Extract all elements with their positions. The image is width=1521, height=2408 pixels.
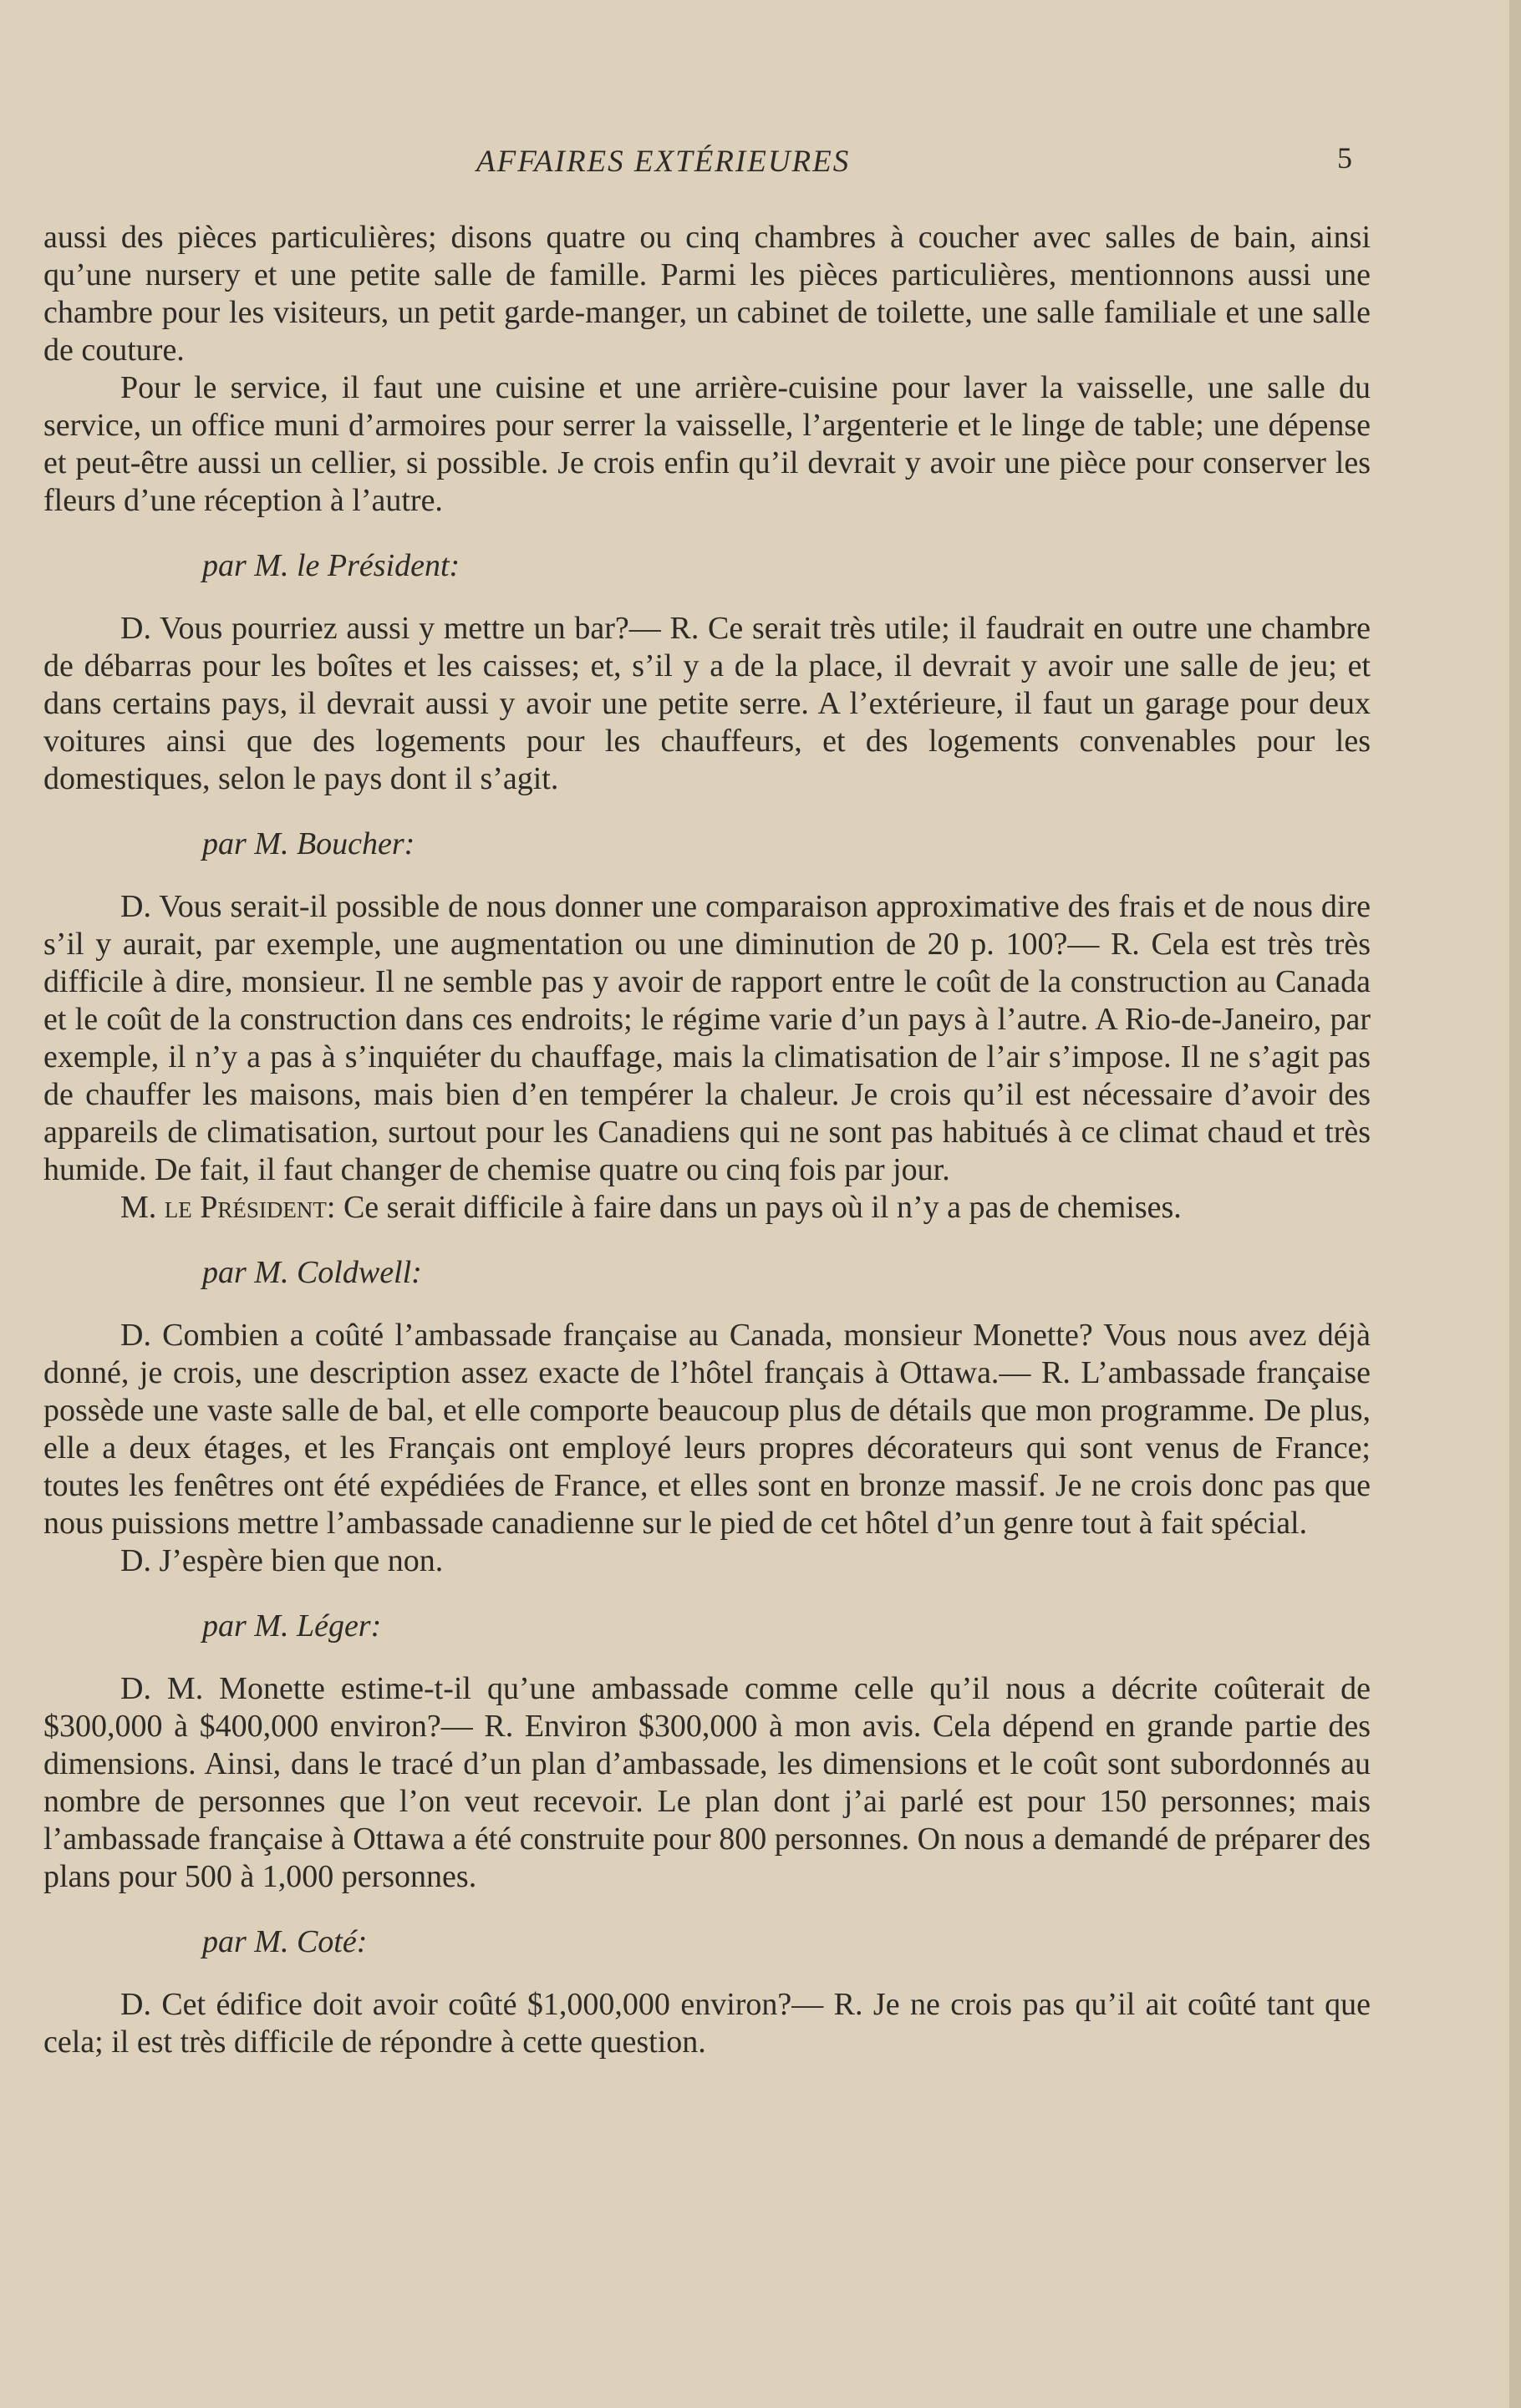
body-text [43,219,1371,2061]
paragraph-cost-comparison: D. Vous serait-il possible de nous donner une comparaison approximative des frais et de nous dire s’il y aurait, par exemple, une augmentation ou une diminution de 20 p. 100?— R. Cela est très très difficile à dire, monsieur. Il ne semble pas y avoir de rapport entre le coût de la construction au Canada et le coût de la construction dans ces endroits; le régime varie d’un pays à l’autre. A Rio-de-Janeiro, par exemple, il n’y a pas à s’inquiéter du chauffage, mais la climatisation de l’air s’impose. Il ne s’agit pas de chauffer les maisons, mais bien d’en tempérer la chaleur. Je crois qu’il est nécessaire d’avoir des appareils de climatisation, surtout pour les Canadiens qui ne sont pas habitués à ce climat chaud et très humide. De fait, il faut changer de chemise quatre ou cinq fois par jour. [43,889,1371,1187]
page-edge [1509,0,1521,2408]
paragraph-president-remark [43,1189,1371,1227]
paragraph-hope: D. J’espère bien que non. [120,1543,444,1578]
page-number: 5 [1337,141,1352,175]
paragraph-bar-question: D. Vous pourriez aussi y mettre un bar?— R. Ce serait très utile; il faudrait en outre une chambre de débarras pour les boîtes et les caisses; et, s’il y a de la place, il devrait y avoir une salle de jeu; et dans certains pays, il devrait aussi y avoir une petite serre. A l’extérieure, il faut un garage pour deux voitures ainsi que des logements pour les chauffeurs, et des logements convenables pour les domestiques, selon le pays dont il s’agit. [43,611,1371,796]
running-head: AFFAIRES EXTÉRIEURES [476,145,851,179]
paragraph-continuation: aussi des pièces particulières; disons quatre ou cinq chambres à coucher avec salles de bain, ainsi qu’une nursery et une petite salle de famille. Parmi les pièces particulières, mentionnons aussi une chambre pour les visiteurs, un petit garde-manger, un cabinet de toilette, une salle familiale et une salle de couture. [43,220,1371,368]
paragraph-embassy-cost: D. M. Monette estime-t-il qu’une ambassade comme celle qu’il nous a décrite coûterait de $300,000 à $400,000 environ?— R. Environ $300,000 à mon avis. Cela dépend en grande partie des dimensions. Ainsi, dans le tracé d’un plan d’ambassade, les dimensions et le coût sont subordonnés au nombre de personnes que l’on veut recevoir. Le plan dont j’ai parlé est pour 150 personnes; mais l’ambassade française à Ottawa a été construite pour 800 personnes. On nous a demandé de préparer des plans pour 500 à 1,000 personnes. [43,1671,1371,1894]
remark-text: : Ce serait difficile à faire dans un pays où il n’y a pas de chemises. [326,1190,1182,1225]
speaker-heading-leger: par M. Léger: [202,1608,382,1643]
speaker-heading-president: par M. le Président: [202,548,460,583]
paragraph-french-embassy: D. Combien a coûté l’ambassade française au Canada, monsieur Monette? Vous nous avez déjà donné, je crois, une description assez exacte de l’hôtel français à Ottawa.— R. L’ambassade française possède une vaste salle de bal, et elle comporte beaucoup plus de détails que mon programme. De plus, elle a deux étages, et les Français ont employé leurs propres décorateurs qui sont venus de France; toutes les fenêtres ont été expédiées de France, et elles sont en bronze massif. Je ne crois donc pas que nous puissions mettre l’ambassade canadienne sur le pied de cet hôtel d’un genre tout à fait spécial. [43,1318,1371,1541]
speaker-heading-coldwell: par M. Coldwell: [202,1255,422,1290]
speaker-heading-cote: par M. Coté: [202,1924,368,1959]
speaker-name: M. le Président [120,1190,327,1225]
paragraph-service: Pour le service, il faut une cuisine et une arrière-cuisine pour laver la vaisselle, une salle du service, un office muni d’armoires pour serrer la vaisselle, l’argenterie et le linge de table; une dépense et peut-être aussi un cellier, si possible. Je crois enfin qu’il devrait y avoir une pièce pour conserver les fleurs d’une réception à l’autre. [43,370,1371,518]
paragraph-building-cost: D. Cet édifice doit avoir coûté $1,000,000 environ?— R. Je ne crois pas qu’il ait coûté tant que cela; il est très difficile de répondre à cette question. [43,1987,1371,2060]
speaker-heading-boucher: par M. Boucher: [202,826,415,861]
